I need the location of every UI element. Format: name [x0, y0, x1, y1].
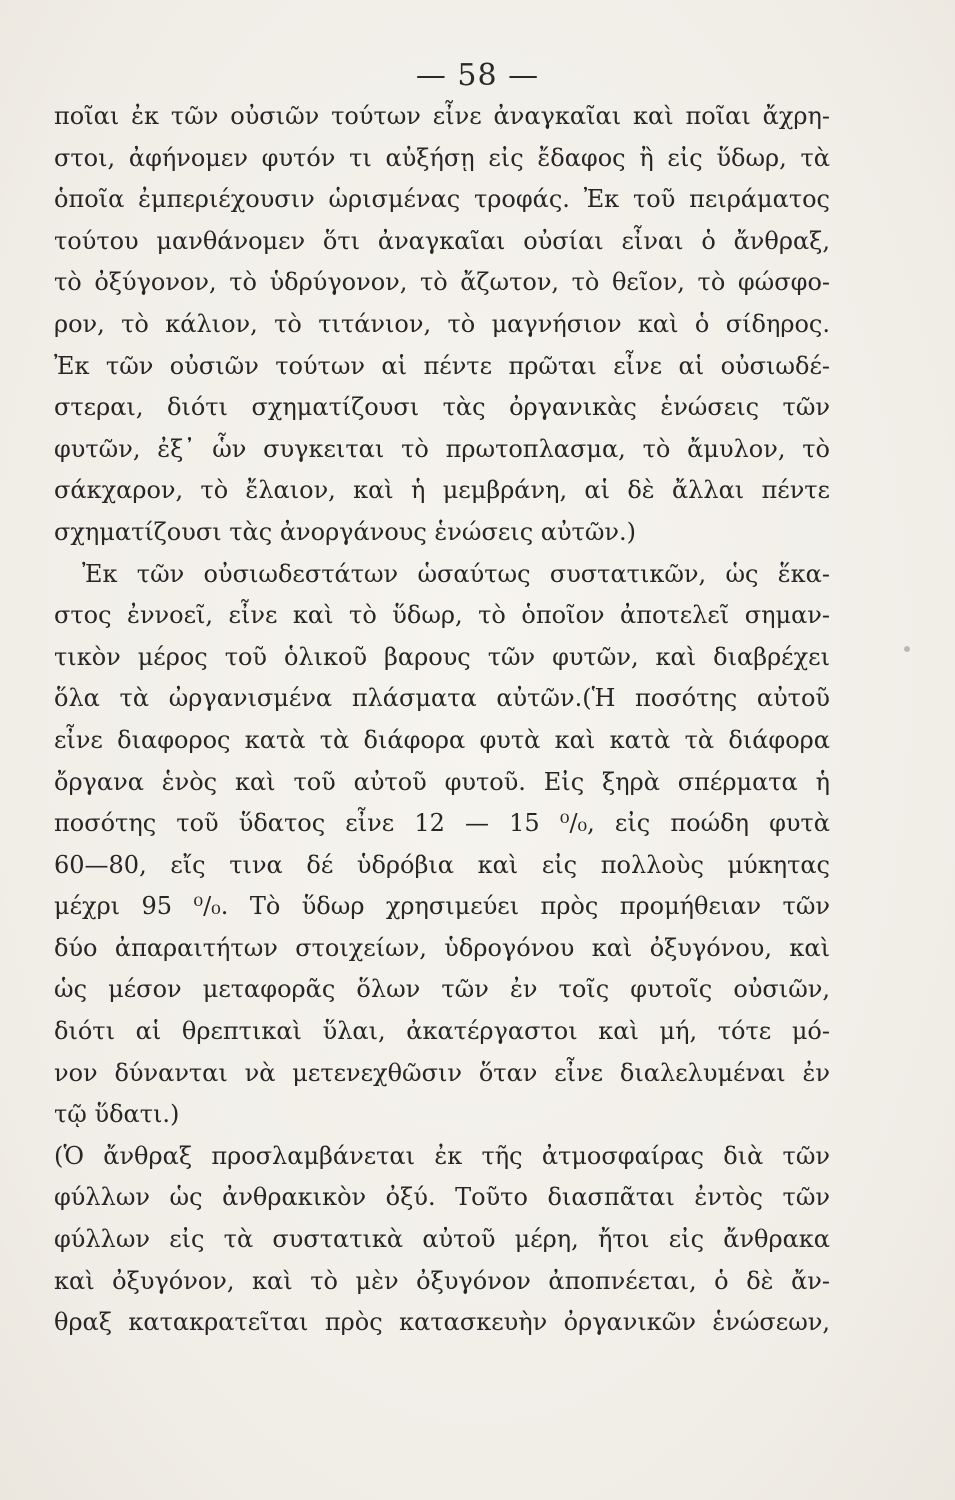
text-line: καὶ ὀξυγόνον, καὶ τὸ μὲν ὀξυγόνον ἀποπνέεται, ὁ δὲ ἄν-: [54, 1266, 830, 1295]
page-number: — 58 —: [415, 58, 540, 93]
paper-speck: [904, 646, 910, 652]
text-line: νον δύνανται νὰ μετενεχθῶσιν ὅταν εἶνε διαλελυμέναι ἐν: [54, 1058, 830, 1087]
text-line: φυτῶν, ἐξ᾽ ὧν συγκειται τὸ πρωτοπλασμα, τὸ ἄμυλον, τὸ: [54, 434, 830, 463]
text-line: τικὸν μέρος τοῦ ὁλικοῦ βαρους τῶν φυτῶν, καὶ διαβρέχει: [54, 642, 830, 671]
text-line: τούτου μανθάνομεν ὅτι ἀναγκαῖαι οὐσίαι εἶναι ὁ ἄνθραξ,: [54, 226, 830, 255]
text-line: (Ὁ ἄνθραξ προσλαμβάνεται ἐκ τῆς ἀτμοσφαίρας διὰ τῶν: [54, 1141, 830, 1170]
body-text: [54, 96, 830, 1344]
text-line: θραξ κατακρατεῖται πρὸς κατασκευὴν ὀργανικῶν ἑνώσεων,: [54, 1308, 830, 1337]
text-line: διότι αἱ θρεπτικαὶ ὕλαι, ἀκατέργαστοι καὶ μή, τότε μό-: [54, 1017, 830, 1046]
text-line: ποσότης τοῦ ὕδατος εἶνε 12 — 15 ⁰/₀, εἰς ποώδη φυτὰ: [54, 809, 830, 838]
text-line: ὅλα τὰ ὠργανισμένα πλάσματα αὐτῶν.(Ἡ ποσότης αὐτοῦ: [54, 684, 830, 713]
text-line: φύλλων ὡς ἀνθρακικὸν ὀξύ. Τοῦτο διασπᾶται ἐντὸς τῶν: [54, 1183, 830, 1212]
text-line: ποῖαι ἐκ τῶν οὐσιῶν τούτων εἶνε ἀναγκαῖαι καὶ ποῖαι ἄχρη-: [54, 102, 830, 130]
text-line: δύο ἀπαραιτήτων στοιχείων, ὑδρογόνου καὶ ὀξυγόνου, καὶ: [54, 933, 830, 962]
text-line: εἶνε διαφορος κατὰ τὰ διάφορα φυτὰ καὶ κατὰ τὰ διάφορα: [54, 725, 830, 754]
text-line: φύλλων εἰς τὰ συστατικὰ αὐτοῦ μέρη, ἤτοι εἰς ἄνθρακα: [54, 1225, 830, 1254]
text-line: ὡς μέσον μεταφορᾶς ὅλων τῶν ἐν τοῖς φυτοῖς οὐσιῶν,: [54, 975, 830, 1004]
text-line: ὄργανα ἑνὸς καὶ τοῦ αὐτοῦ φυτοῦ. Εἰς ξηρὰ σπέρματα ἡ: [54, 767, 830, 796]
text-line: Ἐκ τῶν οὐσιωδεστάτων ὡσαύτως συστατικῶν, ὡς ἕκα-: [82, 559, 830, 588]
text-line: 60—80, εἴς τινα δέ ὑδρόβια καὶ εἰς πολλοὺς μύκητας: [54, 850, 830, 879]
text-line: ρον, τὸ κάλιον, τὸ τιτάνιον, τὸ μαγνήσιον καὶ ὁ σίδηρος.: [54, 309, 830, 338]
text-line: τὸ ὀξύγονον, τὸ ὑδρύγονον, τὸ ἄζωτον, τὸ θεῖον, τὸ φώσφο-: [54, 268, 830, 297]
text-line: στος ἐννοεῖ, εἶνε καὶ τὸ ὕδωρ, τὸ ὁποῖον ἀποτελεῖ σημαν-: [54, 601, 830, 630]
text-line: μέχρι 95 ⁰/₀. Τὸ ὕδωρ χρησιμεύει πρὸς προμήθειαν τῶν: [54, 892, 830, 921]
text-line: στεραι, διότι σχηματίζουσι τὰς ὀργανικὰς ἑνώσεις τῶν: [54, 393, 830, 422]
text-line: στοι, ἀφήνομεν φυτόν τι αὐξήσῃ εἰς ἔδαφος ἢ εἰς ὕδωρ, τὰ: [54, 143, 830, 172]
text-line: τῷ ὕδατι.): [54, 1100, 180, 1129]
text-line: σάκχαρον, τὸ ἔλαιον, καὶ ἡ μεμβράνη, αἱ δὲ ἄλλαι πέντε: [54, 476, 830, 505]
text-line: ὁποῖα ἐμπεριέχουσιν ὡρισμένας τροφάς. Ἐκ τοῦ πειράματος: [54, 185, 830, 214]
text-line: Ἐκ τῶν οὐσιῶν τούτων αἱ πέντε πρῶται εἶνε αἱ οὐσιωδέ-: [54, 351, 830, 380]
text-line: σχηματίζουσι τὰς ἀνοργάνους ἑνώσεις αὐτῶν.): [54, 517, 636, 546]
